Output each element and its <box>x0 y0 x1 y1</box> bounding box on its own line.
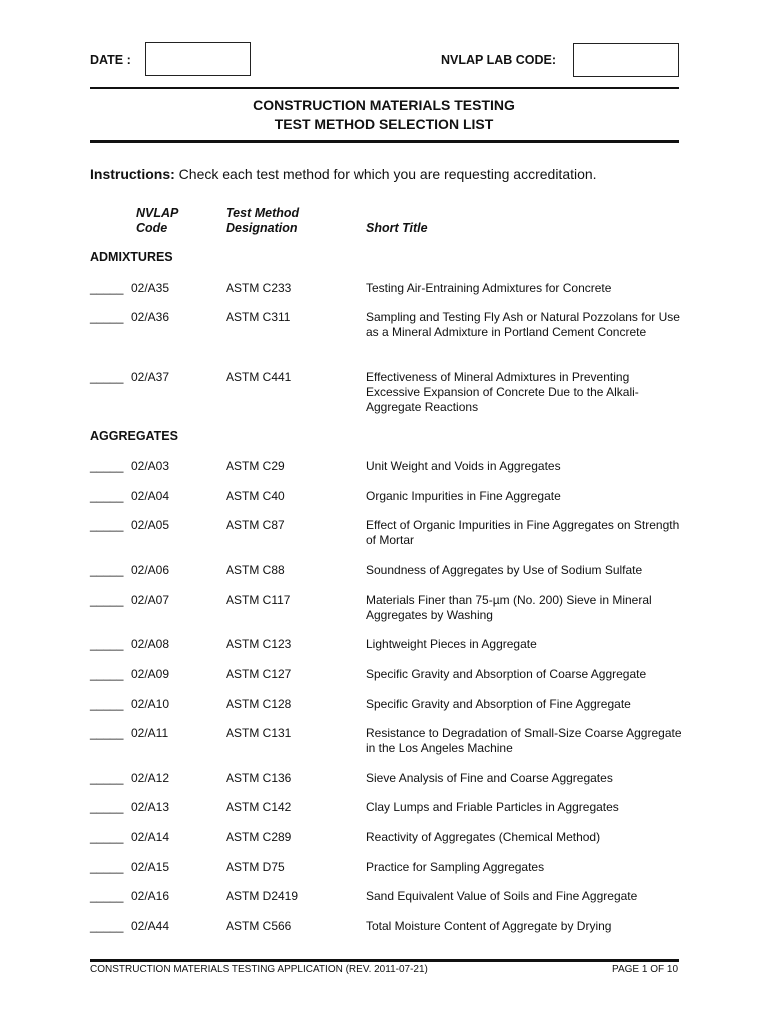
short-title: Sand Equivalent Value of Soils and Fine Aggregate <box>366 889 638 903</box>
check-blank[interactable]: _____ <box>90 459 124 473</box>
short-title: Effectiveness of Mineral Admixtures in Preventing Excessive Expansion of Concrete Due to the Alkali-Aggregate Reactions <box>366 370 639 414</box>
check-blank[interactable]: _____ <box>90 310 124 324</box>
check-blank[interactable]: _____ <box>90 281 124 295</box>
short-title: Sieve Analysis of Fine and Coarse Aggregates <box>366 771 613 785</box>
short-title: Sampling and Testing Fly Ash or Natural Pozzolans for Use as a Mineral Admixture in Portland Cement Concrete <box>366 310 680 339</box>
footer-left: CONSTRUCTION MATERIALS TESTING APPLICATION (REV. 2011-07-21) <box>90 964 428 975</box>
short-title: Specific Gravity and Absorption of Coarse Aggregate <box>366 667 647 681</box>
nvlap-code: 02/A06 <box>131 563 170 577</box>
test-designation: ASTM C566 <box>226 919 292 933</box>
short-title: Practice for Sampling Aggregates <box>366 860 545 874</box>
short-title: Specific Gravity and Absorption of Fine Aggregate <box>366 697 631 711</box>
test-designation: ASTM C127 <box>226 667 292 681</box>
test-designation: ASTM C123 <box>226 637 292 651</box>
test-designation: ASTM C136 <box>226 771 292 785</box>
check-blank[interactable]: _____ <box>90 518 124 532</box>
test-designation: ASTM C29 <box>226 459 285 473</box>
test-designation: ASTM C142 <box>226 800 292 814</box>
table-row <box>90 726 690 771</box>
lab-code-field[interactable] <box>573 43 679 77</box>
short-title: Resistance to Degradation of Small-Size Coarse Aggregate in the Los Angeles Machine <box>366 726 682 755</box>
footer-page-number: PAGE 1 OF 10 <box>612 964 678 975</box>
check-blank[interactable]: _____ <box>90 919 124 933</box>
check-blank[interactable]: _____ <box>90 726 124 740</box>
check-blank[interactable]: _____ <box>90 489 124 503</box>
nvlap-code: 02/A03 <box>131 459 170 473</box>
nvlap-code: 02/A13 <box>131 800 170 814</box>
short-title: Total Moisture Content of Aggregate by Drying <box>366 919 612 933</box>
date-field[interactable] <box>145 42 251 76</box>
nvlap-code: 02/A05 <box>131 518 170 532</box>
table-row <box>90 919 690 964</box>
column-header-designation <box>226 206 299 236</box>
nvlap-code: 02/A10 <box>131 697 170 711</box>
short-title: Soundness of Aggregates by Use of Sodium Sulfate <box>366 563 643 577</box>
table-row <box>90 593 690 638</box>
test-designation: ASTM C87 <box>226 518 285 532</box>
instructions <box>90 166 597 182</box>
nvlap-code: 02/A36 <box>131 310 170 324</box>
nvlap-code: 02/A09 <box>131 667 170 681</box>
test-designation: ASTM C441 <box>226 370 292 384</box>
test-designation: ASTM C289 <box>226 830 292 844</box>
check-blank[interactable]: _____ <box>90 637 124 651</box>
page-title-line2: TEST METHOD SELECTION LIST <box>274 116 494 132</box>
column-header-designation-line2: Designation <box>226 221 298 235</box>
nvlap-code: 02/A12 <box>131 771 170 785</box>
section-heading-aggregates: AGGREGATES <box>90 429 178 443</box>
nvlap-code: 02/A15 <box>131 860 170 874</box>
nvlap-code: 02/A04 <box>131 489 170 503</box>
test-designation: ASTM D2419 <box>226 889 299 903</box>
title-rule <box>90 140 679 143</box>
check-blank[interactable]: _____ <box>90 593 124 607</box>
check-blank[interactable]: _____ <box>90 697 124 711</box>
short-title: Effect of Organic Impurities in Fine Aggregates on Strength of Mortar <box>366 518 680 547</box>
column-header-title: Short Title <box>366 221 428 235</box>
short-title: Materials Finer than 75-µm (No. 200) Sieve in Mineral Aggregates by Washing <box>366 593 652 622</box>
footer-rule <box>90 959 679 962</box>
nvlap-code: 02/A44 <box>131 919 170 933</box>
check-blank[interactable]: _____ <box>90 889 124 903</box>
column-header-designation-line1: Test Method <box>226 206 300 220</box>
page-title-line1: CONSTRUCTION MATERIALS TESTING <box>253 97 515 113</box>
nvlap-code: 02/A14 <box>131 830 170 844</box>
test-designation: ASTM D75 <box>226 860 285 874</box>
check-blank[interactable]: _____ <box>90 800 124 814</box>
instructions-text: Check each test method for which you are requesting accreditation. <box>178 166 597 182</box>
short-title: Reactivity of Aggregates (Chemical Method) <box>366 830 601 844</box>
test-designation: ASTM C128 <box>226 697 292 711</box>
check-blank[interactable]: _____ <box>90 860 124 874</box>
check-blank[interactable]: _____ <box>90 830 124 844</box>
nvlap-code: 02/A08 <box>131 637 170 651</box>
check-blank[interactable]: _____ <box>90 563 124 577</box>
nvlap-code: 02/A11 <box>131 726 169 740</box>
lab-code-label: NVLAP LAB CODE: <box>441 53 557 67</box>
test-designation: ASTM C40 <box>226 489 285 503</box>
test-designation: ASTM C88 <box>226 563 285 577</box>
nvlap-code: 02/A35 <box>131 281 170 295</box>
test-designation: ASTM C311 <box>226 310 291 324</box>
table-row <box>90 310 690 355</box>
short-title: Clay Lumps and Friable Particles in Aggregates <box>366 800 619 814</box>
test-designation: ASTM C131 <box>226 726 292 740</box>
short-title: Unit Weight and Voids in Aggregates <box>366 459 561 473</box>
short-title: Lightweight Pieces in Aggregate <box>366 637 537 651</box>
nvlap-code: 02/A37 <box>131 370 170 384</box>
table-row <box>90 518 690 563</box>
section-heading-admixtures: ADMIXTURES <box>90 250 173 264</box>
check-blank[interactable]: _____ <box>90 667 124 681</box>
check-blank[interactable]: _____ <box>90 771 124 785</box>
column-header-code-line2: Code <box>136 221 168 235</box>
check-blank[interactable]: _____ <box>90 370 124 384</box>
instructions-label: Instructions: <box>90 166 175 182</box>
short-title: Testing Air-Entraining Admixtures for Concrete <box>366 281 612 295</box>
date-label: DATE : <box>90 53 131 67</box>
nvlap-code: 02/A07 <box>131 593 170 607</box>
test-designation: ASTM C233 <box>226 281 292 295</box>
nvlap-code: 02/A16 <box>131 889 170 903</box>
test-designation: ASTM C117 <box>226 593 291 607</box>
column-header-code-line1: NVLAP <box>136 206 179 220</box>
header-rule <box>90 87 679 89</box>
column-header-code <box>136 206 178 236</box>
table-row <box>90 370 690 415</box>
short-title: Organic Impurities in Fine Aggregate <box>366 489 561 503</box>
